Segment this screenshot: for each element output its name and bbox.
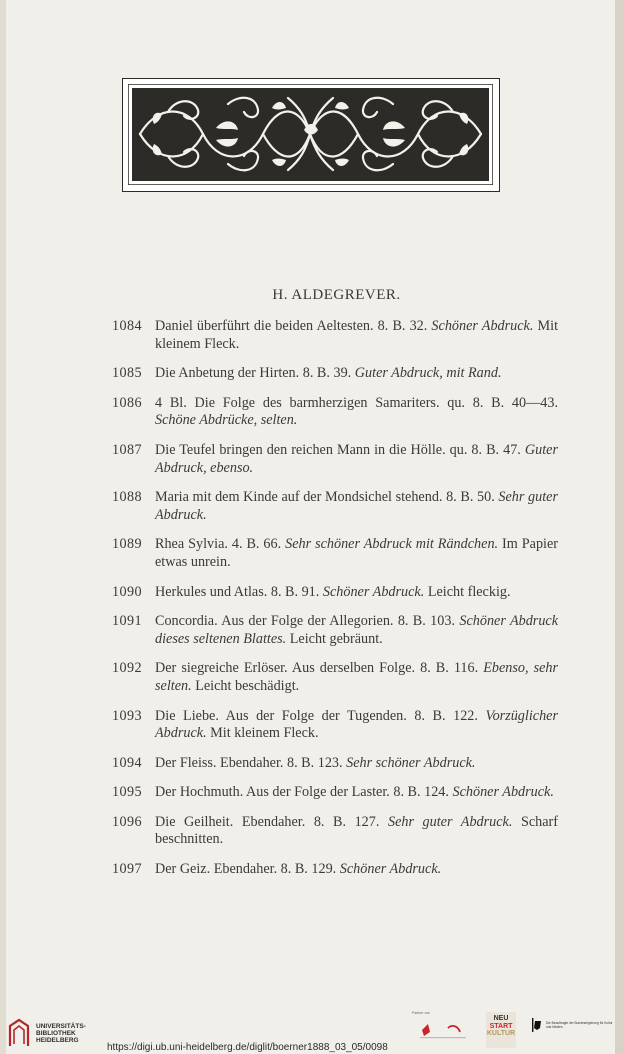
university-seal-icon: [8, 1018, 30, 1048]
entry-note: Leicht beschädigt.: [191, 677, 300, 694]
entry-quality: Guter Abdruck, mit Rand.: [354, 365, 502, 382]
catalogue-entry: [112, 395, 558, 430]
arabesque-ornament-icon: [128, 84, 493, 185]
entry-quality: Guter Abdruck, ebenso.: [155, 441, 558, 476]
catalogue-entry: [112, 318, 558, 353]
entry-quality: Sehr guter Abdruck.: [155, 489, 558, 523]
partner-label: Partner von: [412, 1011, 431, 1015]
entry-number: 1097: [112, 861, 142, 878]
entry-text: Die Anbetung der Hirten. 8. B. 39.: [155, 365, 355, 382]
catalogue-entry: [112, 442, 558, 477]
footer-bar: [0, 1010, 623, 1054]
catalogue-entries: [112, 318, 558, 891]
entry-number: 1085: [112, 365, 142, 382]
library-name[interactable]: UNIVERSITÄTS- BIBLIOTHEK HEIDELBERG: [36, 1023, 86, 1045]
entry-text: Der siegreiche Erlöser. Aus derselben Folge. 8. B. 116.: [155, 660, 484, 677]
neustart-kultur-logo[interactable]: NEU START KULTUR: [486, 1012, 516, 1048]
entry-text: Der Fleiss. Ebendaher. 8. B. 123.: [155, 754, 347, 771]
entry-text: Der Geiz. Ebendaher. 8. B. 129.: [155, 861, 340, 878]
entry-note: Scharf beschnitten.: [155, 813, 558, 848]
entry-text: Daniel überführt die beiden Aeltesten. 8. B. 32.: [155, 318, 432, 334]
entry-note: Im Papier etwas unrein.: [155, 536, 559, 570]
entry-text: Die Geilheit. Ebendaher. 8. B. 127.: [155, 813, 388, 830]
catalogue-entry: [112, 814, 558, 849]
bkm-label[interactable]: Die Beauftragte der Bundesregierung für Kultur und Medien: [546, 1021, 613, 1029]
catalogue-entry: [112, 861, 558, 879]
entry-text: Maria mit dem Kinde auf der Mondsichel stehend. 8. B. 50.: [155, 489, 499, 506]
entry-quality: Vorzüglicher Abdruck.: [155, 707, 558, 742]
entry-text: Der Hochmuth. Aus der Folge der Laster. 8. B. 124.: [155, 784, 453, 801]
entry-text: Die Teufel bringen den reichen Mann in die Hölle. qu. 8. B. 47.: [155, 441, 525, 458]
entry-number: 1096: [112, 813, 142, 830]
entry-quality: Ebenso, sehr selten.: [155, 660, 558, 694]
decorative-headpiece: [122, 78, 500, 192]
catalogue-entry: [112, 365, 558, 383]
entry-text: 4 Bl. Die Folge des barmherzigen Samariters. qu. 8. B. 40—43.: [155, 394, 558, 411]
catalogue-entry: [112, 660, 558, 695]
entry-text: Die Liebe. Aus der Folge der Tugenden. 8. B. 122.: [155, 707, 486, 724]
entry-number: 1092: [112, 660, 142, 677]
entry-quality: Schöner Abdruck.: [431, 318, 534, 334]
entry-note: Leicht gebräunt.: [286, 630, 383, 647]
entry-quality: Schöner Abdruck.: [339, 861, 442, 878]
entry-number: 1095: [112, 784, 142, 801]
entry-number: 1089: [112, 536, 142, 553]
entry-text: Concordia. Aus der Folge der Allegorien. 8. B. 103.: [155, 613, 460, 630]
entry-number: 1091: [112, 613, 142, 630]
entry-note: Mit kleinem Fleck.: [155, 318, 559, 352]
catalogue-entry: [112, 755, 558, 773]
entry-number: 1087: [112, 441, 142, 458]
entry-quality: Sehr guter Abdruck.: [387, 813, 513, 830]
entry-quality: Schöner Abdruck dieses seltenen Blattes.: [155, 613, 559, 647]
entry-text: Herkules und Atlas. 8. B. 91.: [155, 583, 323, 600]
partner-logo-icon[interactable]: [418, 1020, 470, 1040]
entry-note: Leicht fleckig.: [424, 583, 511, 600]
page-right-edge: [615, 0, 623, 1054]
entry-quality: Sehr schöner Abdruck mit Rändchen.: [285, 536, 499, 553]
section-heading: H. ALDEGREVER.: [272, 287, 401, 303]
catalogue-entry: [112, 613, 558, 648]
entry-quality: Sehr schöner Abdruck.: [346, 754, 476, 771]
entry-number: 1088: [112, 489, 142, 506]
permalink-url[interactable]: https://digi.ub.uni-heidelberg.de/diglit/boerner1888_03_05/0098: [107, 1042, 388, 1053]
entry-quality: Schöne Abdrücke, selten.: [155, 412, 298, 429]
entry-note: Mit kleinem Fleck.: [206, 725, 319, 742]
entry-number: 1094: [112, 754, 142, 771]
catalogue-entry: [112, 489, 558, 524]
entry-quality: Schöner Abdruck.: [452, 784, 554, 801]
federal-eagle-icon: [532, 1018, 542, 1032]
entry-number: 1086: [112, 394, 142, 411]
catalogue-entry: [112, 584, 558, 602]
catalogue-entry: [112, 784, 558, 802]
catalogue-entry: [112, 708, 558, 743]
entry-number: 1084: [112, 318, 142, 334]
page-left-edge: [0, 0, 6, 1054]
entry-quality: Schöner Abdruck.: [322, 583, 425, 600]
entry-number: 1093: [112, 707, 142, 724]
entry-number: 1090: [112, 583, 142, 600]
entry-text: Rhea Sylvia. 4. B. 66.: [155, 536, 286, 553]
catalogue-entry: [112, 536, 558, 571]
